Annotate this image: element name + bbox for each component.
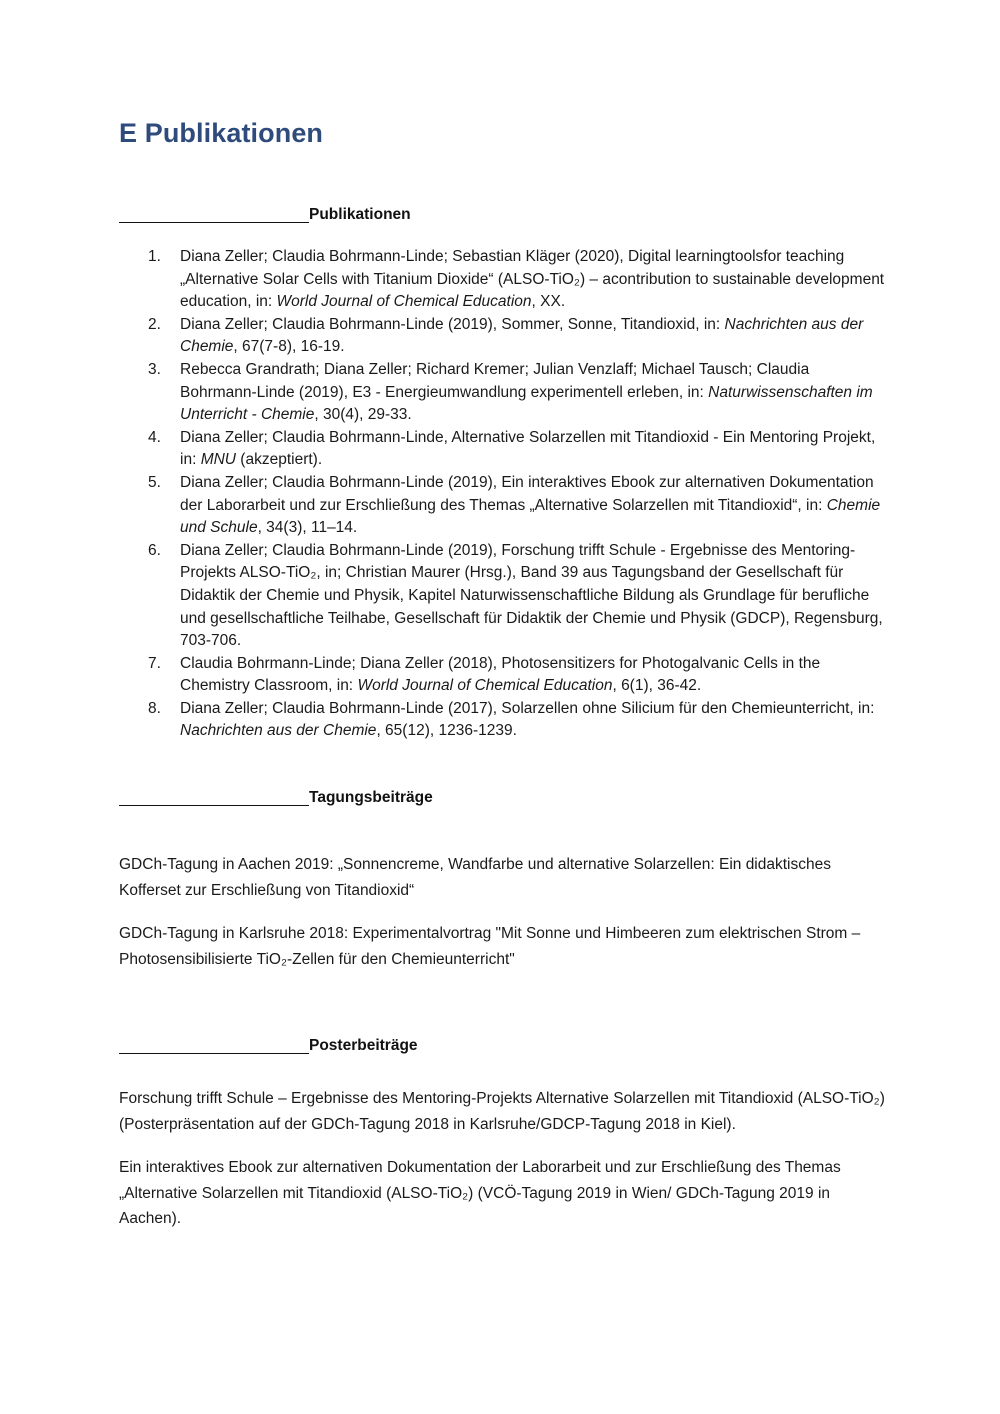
publication-text: Diana Zeller; Claudia Bohrmann-Linde (2019), Forschung trifft Schule - Ergebnisse des Mentoring-Projekts ALSO-TiO₂, in; Christian Maurer (Hrsg.), Band 39 aus Tagungsband der Gesellschaft für Didaktik der Chemie und Physik, Kapitel Naturwissenschaftliche Bildung als Grundlage für berufliche und gesellschaftliche Teilhabe, Gesellschaft für Didaktik der Chemie und Physik (GDCP), Regensburg, 703-706.	[180, 541, 883, 650]
publication-text: Rebecca Grandrath; Diana Zeller; Richard Kremer; Julian Venzlaff; Michael Tausch; Claudia Bohrmann-Linde (2019), E3 - Energieumwandlung experimentell erleben, in:	[180, 360, 810, 401]
publication-item	[119, 540, 889, 653]
publication-text: Diana Zeller; Claudia Bohrmann-Linde, Alternative Solarzellen mit Titandioxid - Ein Mentoring Projekt, in:	[180, 428, 876, 469]
publication-number: 4.	[148, 428, 161, 446]
page-title: E Publikationen	[119, 118, 324, 148]
publication-journal: Naturwissenschaften im Unterricht - Chemie	[180, 383, 873, 424]
publication-journal: Nachrichten aus der Chemie	[180, 315, 864, 356]
publication-list	[119, 246, 889, 743]
publication-journal: Chemie und Schule	[180, 496, 881, 537]
section-label-tagungsbeitraege: Tagungsbeiträge	[309, 789, 433, 806]
publication-item	[119, 427, 889, 472]
heading-rule	[119, 788, 309, 806]
publication-journal: World Journal of Chemical Education	[357, 677, 613, 695]
publication-details: , 65(12), 1236-1239.	[376, 722, 517, 740]
heading-rule	[119, 1036, 309, 1054]
heading-rule	[119, 205, 309, 223]
publication-details: (akzeptiert).	[236, 451, 323, 469]
section-label-posterbeitraege: Posterbeiträge	[309, 1037, 418, 1054]
publication-journal: MNU	[200, 451, 236, 469]
section-label-publikationen: Publikationen	[309, 206, 411, 223]
section-heading-publikationen	[119, 205, 411, 223]
publication-details: , 30(4), 29-33.	[314, 406, 412, 424]
publication-number: 8.	[148, 699, 161, 717]
publication-item	[119, 472, 889, 540]
poster-contribution: Ein interaktives Ebook zur alternativen Dokumentation der Laborarbeit und zur Erschließung des Themas „Alternative Solarzellen mit Titandioxid (ALSO-TiO₂) (VCÖ-Tagung 2019 in Wien/ GDCh-Tagung 2019 in Aachen).	[119, 1159, 841, 1227]
publication-text: Diana Zeller; Claudia Bohrmann-Linde (2019), Sommer, Sonne, Titandioxid, in:	[180, 315, 725, 333]
publication-journal: Nachrichten aus der Chemie	[180, 722, 377, 740]
publication-number: 6.	[148, 541, 161, 559]
publication-item	[119, 246, 889, 314]
publication-text: Claudia Bohrmann-Linde; Diana Zeller (2018), Photosensitizers for Photogalvanic Cells in the Chemistry Classroom, in:	[180, 654, 821, 695]
poster-contribution: Forschung trifft Schule – Ergebnisse des Mentoring-Projekts Alternative Solarzellen mit Titandioxid (ALSO-TiO₂) (Posterpräsentation auf der GDCh-Tagung 2018 in Karlsruhe/GDCP-Tagung 2018 in Kiel).	[119, 1090, 885, 1133]
section-heading-posterbeitraege	[119, 1036, 418, 1054]
section-heading-tagungsbeitraege	[119, 788, 433, 806]
publication-details: , 34(3), 11–14.	[257, 519, 358, 537]
publication-text: Diana Zeller; Claudia Bohrmann-Linde; Sebastian Kläger (2020), Digital learningtoolsfor teaching „Alternative Solar Cells with Titanium Dioxide“ (ALSO-TiO₂) – acontribution to sustainable development education, in:	[180, 248, 885, 311]
publication-item	[119, 359, 889, 427]
publication-journal: World Journal of Chemical Education	[276, 293, 532, 311]
conference-talk: GDCh-Tagung in Aachen 2019: „Sonnencreme, Wandfarbe und alternative Solarzellen: Ein didaktisches Kofferset zur Erschließung von Titandioxid“	[119, 856, 831, 899]
publication-number: 3.	[148, 360, 161, 378]
publication-number: 2.	[148, 315, 161, 333]
publication-details: , 6(1), 36-42.	[612, 677, 702, 695]
publication-number: 1.	[148, 248, 161, 265]
publication-details: , XX.	[531, 293, 566, 311]
publication-number: 7.	[148, 654, 161, 672]
publication-item	[119, 653, 889, 698]
publication-text: Diana Zeller; Claudia Bohrmann-Linde (2017), Solarzellen ohne Silicium für den Chemieunterricht, in:	[180, 699, 875, 717]
publication-text: Diana Zeller; Claudia Bohrmann-Linde (2019), Ein interaktives Ebook zur alternativen Dokumentation der Laborarbeit und zur Erschließung des Themas „Alternative Solarzellen mit Titandioxid“, in:	[180, 473, 874, 514]
publication-details: , 67(7-8), 16-19.	[233, 338, 345, 356]
publication-number: 5.	[148, 473, 161, 491]
publication-item	[119, 314, 889, 359]
publication-item	[119, 698, 889, 743]
conference-talk: GDCh-Tagung in Karlsruhe 2018: Experimentalvortrag "Mit Sonne und Himbeeren zum elektrischen Strom – Photosensibilisierte TiO₂-Zellen für den Chemieunterricht"	[119, 925, 861, 968]
